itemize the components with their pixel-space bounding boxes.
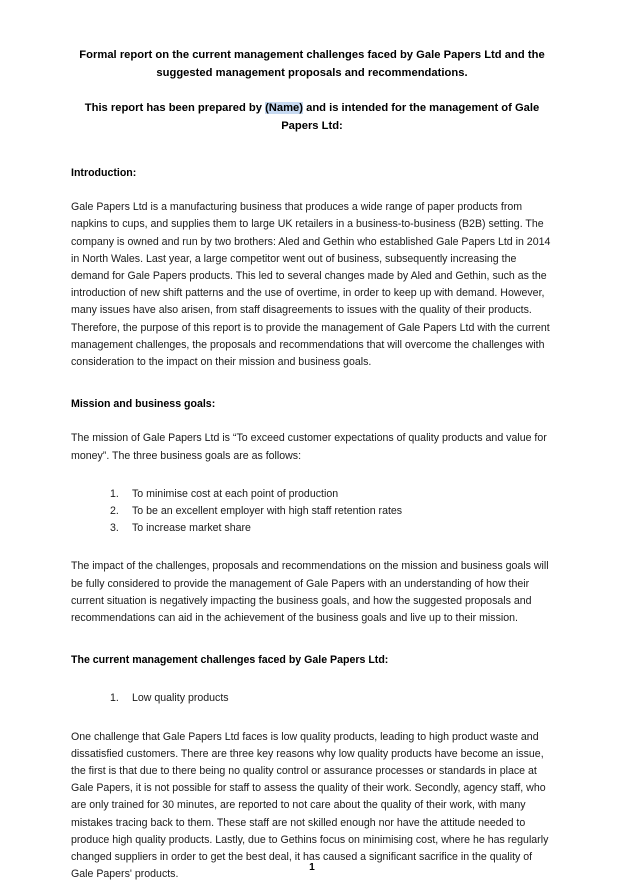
document-title (71, 47, 553, 82)
paragraph-introduction: Gale Papers Ltd is a manufacturing business that produces a wide range of paper products from napkins to cups, and supplies them to large UK retailers in a business-to-business (B2B) setting. The company is owned and run by two brothers: Aled and Gethin who established Gale Papers Ltd in 2014 in North Wales. Last year, a large competitor went out of business, subsequently increasing the demand for Gale Papers products. This led to several changes made by Aled and Gethin, such as the introduction of new shift patterns and the use of overtime, in order to keep up with demand. However, many issues have also arisen, from staff disagreements to issues with the quality of their products. Therefore, the purpose of this report is to provide the management of Gale Papers Ltd with the current management challenges, the proposals and recommendations that will overcome the challenges with consideration to the impact on their mission and business goals. (71, 201, 551, 369)
document-subtitle (71, 82, 553, 135)
heading-mission-and-business-goals: Mission and business goals: (71, 398, 216, 411)
document-title-line-2: the suggested management proposals and recommendations. (156, 49, 545, 79)
page-number-footer: 1 (309, 862, 315, 873)
paragraph-mission-statement: The mission of Gale Papers Ltd is “To exceed customer expectations of quality products and value for money”. The three business goals are as follows: (71, 432, 547, 462)
subtitle-text-after: and is intended for the management of Gale Papers Ltd: (281, 102, 540, 132)
document-body (71, 47, 553, 884)
author-name-placeholder[interactable]: (Name) (265, 102, 303, 114)
list-item: To be an excellent employer with high staff retention rates (132, 505, 403, 518)
list-item: To increase market share (132, 522, 251, 535)
business-goals-list (71, 486, 553, 538)
paragraph-impact-on-goals: The impact of the challenges, proposals and recommendations on the mission and business goals will be fully considered to provide the management of Gale Papers with an understanding of how their current situation is negatively impacting the business goals, and how the suggested proposals and recommendations can aid in the achievement of the business goals and live up to their mission. (71, 560, 549, 625)
challenges-list (71, 690, 553, 707)
subtitle-text-before: This report has been prepared by (84, 102, 266, 114)
paragraph-low-quality-products: One challenge that Gale Papers Ltd faces is low quality products, leading to high product waste and dissatisfied customers. There are three key reasons why low quality products have become an issue, the first is that due to there being no quality control or assurance processes or standards in place at Gale Papers, it is not possible for staff to assess the quality of their work. Secondly, agency staff, who are only trained for 30 minutes, are reported to not care about the quality of their work, with many mistakes tracing back to them. These staff are not skilled enough nor have the attitude needed to produce high quality products. Lastly, due to Gethins focus on minimising cost, where he has regularly changed suppliers in order to get the best deal, it has caused a significant sacrifice in the quality of Gale Papers' products. (71, 730, 549, 881)
heading-introduction: Introduction: (71, 167, 137, 179)
list-item: Low quality products (132, 692, 229, 705)
heading-current-management-challenges: The current management challenges faced by Gale Papers Ltd: (71, 654, 389, 667)
list-item: To minimise cost at each point of production (132, 487, 339, 500)
document-title-line-1: Formal report on the current management challenges faced by Gale Papers Ltd and (79, 49, 525, 61)
